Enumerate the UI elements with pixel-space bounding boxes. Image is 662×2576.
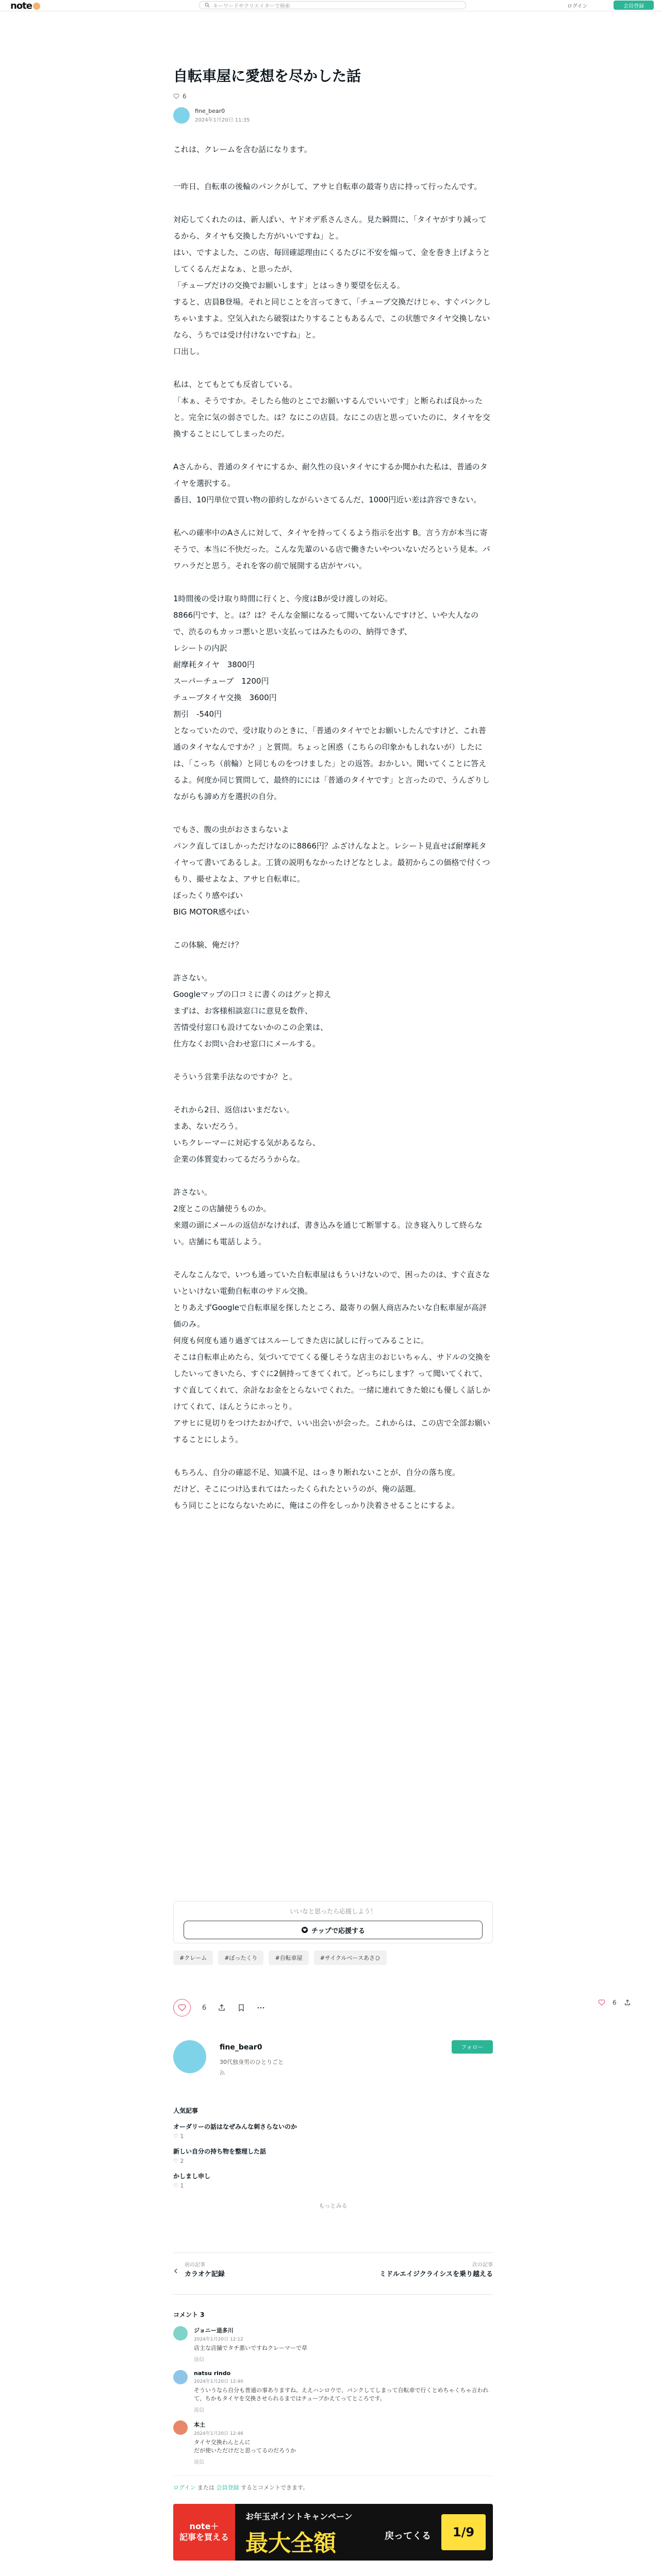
top-header [0, 0, 662, 11]
prev-title: カラオケ記録 [185, 2270, 225, 2278]
paragraph: でもさ、腹の虫がおさまらないよ パンク直してほしかっただけなのに8866円？ふざけんなよと。レシート見直せば耐摩耗タイヤって書いてあるしよ。工賃の説明もなかったけどなとしよ。最初からこの価格で付くつもり、撮せよなよ、アサヒ自転車に。 ぼったくり感やばい BIG MOTOR感やばい [173, 825, 490, 917]
comments-section [173, 2310, 493, 2492]
comment [173, 2420, 493, 2465]
popular-title: オーダリーの話はなぜみんな刺さらないのか [173, 2123, 297, 2130]
comment-author[interactable]: natsu rindo [194, 2369, 231, 2377]
banner-big-text: 最大全額 [245, 2530, 336, 2556]
support-box [173, 1901, 493, 1943]
tag[interactable]: #ぼったくり [218, 1951, 263, 1965]
like-count: 6 [202, 2004, 207, 2012]
paragraph: 対応してくれたのは、新人ぽい、ヤドオデ系さんさん。見た瞬間に、「タイヤがすり減ってるから、タイヤも交換した方がいいですね」と。 はい、ですよした、この店、毎回確認理由にくるたびに不安を煽って、金を巻き上げようとしてくるんだよなぁ、と思ったが、 「チューブだけの交換でお願いします」とはっきり要望を伝える。 すると、店員B登場。それと同じことを言ってきて、「チューブ交換だけじゃ、すぐパンクしちゃいますよ。空気入れたら破裂はたりすることもあるんで、この状態でタイヤ交換しないなら、うちでは受け付けないですね」と。 口出し。 [173, 215, 491, 357]
comment-date: 2024年1月20日 12:12 [194, 2337, 243, 2342]
comment [173, 2326, 493, 2363]
action-row [173, 1999, 493, 2016]
note-logo[interactable]: note [10, 1, 40, 11]
rss-glyph-icon [220, 2070, 225, 2075]
comments-heading: コメント 3 [173, 2311, 205, 2318]
avatar[interactable] [173, 107, 190, 124]
paragraph: もちろん、自分の確認不足、知識不足、はっきり断れないことが、自分の落ち度。 だけど、そこにつけ込まれてはたったくられたというのが、俺の話題。 もう同じことにならないために、俺はこの件をしっかり決着させることにするよ。 [173, 1468, 460, 1511]
search-icon [205, 3, 210, 8]
reply-button[interactable]: 返信 [194, 2459, 204, 2465]
heart-icon[interactable] [173, 93, 179, 99]
paragraph: 一昨日、自転車の後輪のパンクがして、アサヒ自転車の最寄り店に持って行ったんです。 [173, 182, 482, 192]
more-link[interactable]: もっとみる [319, 2202, 347, 2209]
paragraph: 私への確率中のAさんに対して、タイヤを持ってくるよう指示を出す B。言う方が本当に寄そうで、本当に不快だった。こんな先輩のいる店で働きたいやついないだろという見本。パワハラだと思う。それを客の前で展開する店がヤバい。 [173, 528, 490, 571]
paragraph: 私は、とてもとても反省している。 「本ぁ、そうですか。そしたら他のとこでお願いするんでいいです」と断られば良かったと。完全に気の弱さでした。は？なにこの店員。なにこの店と思っていたのに、タイヤを交換することにしてしまったのだ。 [173, 380, 490, 439]
popular-articles [173, 2106, 493, 2210]
support-label: いいなと思ったら応援しよう！ [289, 1908, 376, 1915]
heart-icon [178, 2004, 186, 2012]
popular-title: 新しい自分の持ち物を整理した話 [173, 2148, 267, 2155]
popular-likes: ♡ 2 [173, 2158, 184, 2164]
tag-list [173, 1951, 387, 1965]
login-link[interactable]: ログイン [173, 2484, 196, 2491]
popular-heading: 人気記事 [173, 2107, 198, 2114]
paragraph: 許さない。 Googleマップの口コミに書くのはグッと抑え まずは、お客様相談窓口に意見を数件、 苦情受付窓口も設けてないかのこの企業は、 仕方なくお問い合わせ窓口にメールする。 [173, 973, 332, 1049]
tag[interactable]: #自転車屋 [269, 1951, 308, 1965]
paragraph: これは、クレームを含む話になります。 [173, 145, 312, 155]
publish-date: 2024年1月20日 11:35 [195, 117, 250, 124]
logo-face-icon [33, 3, 40, 10]
comment-text: そういうなら自分も普通の事ありますね。ええハンロウで、パンクしてしまって自転車で行くとめちゃくちゃ言われて、ちかもタイヤを交換させられるまではチューブかえてってところです。 [194, 2386, 489, 2402]
like-summary [173, 93, 493, 100]
campaign-banner[interactable] [173, 2504, 493, 2561]
comment-author[interactable]: 本土 [194, 2421, 205, 2428]
creator-bio: 30代独身男のひとりごと [220, 2059, 284, 2065]
comment-date: 2024年1月20日 12:46 [194, 2431, 243, 2436]
prev-label: 前の記事 [185, 2262, 205, 2268]
rss-icon[interactable] [220, 2070, 225, 2077]
comment-text: 店主な店舗でタチ悪いですねクレーマーで草 [194, 2345, 307, 2351]
tag[interactable]: #サイクルベースあさひ [314, 1951, 387, 1965]
login-mid-text: または [197, 2484, 214, 2491]
article [173, 67, 493, 1530]
tag[interactable]: #クレーム [173, 1951, 213, 1965]
signup-link[interactable]: 会員登録 [216, 2484, 239, 2491]
paragraph: この体験、俺だけ？ [173, 940, 243, 950]
avatar[interactable] [173, 2420, 188, 2435]
more-icon[interactable] [257, 2004, 265, 2012]
paragraph: 1時間後の受け取り時間に行くと、今度はBが受け渡しの対応。 8866円です、と。は？は？そんな金額になるって聞いてないんですけど、いや大人なので、渋るのもカッコ悪いと思い支払ってはみたものの、納得できず、 レシートの内訳 耐摩耗タイヤ 3800円 スーパーチューブ 1200円 チューブタイヤ交換 3600円 割引 -540円 となっていたので、受け取りのときに、「普通のタイヤでとお願いしたんですけど、これ普通のタイヤなんですか？」と質問。ちょっと困惑（こちらの印象かもしれないが）したには、「こっち（前輪）と同じものをつけました」との返答。おかしい。聞いてくことに答えるよ。何度か同じ質問して、最終的にには「普通のタイヤです」と言ったので、うんざりしながらも諦め方を選択の自分。 [173, 594, 490, 802]
like-count: 6 [183, 93, 187, 100]
comment-text: タイヤ交換わんとんに だが使いただけだと思ってるのだろうか [194, 2438, 296, 2454]
reply-button[interactable]: 返信 [194, 2407, 204, 2413]
paragraph: そんなこんなで、いつも通っていた自転車屋はもういけないので、困ったのは、すぐ直さないといけない電動自転車のサドル交換。 とりあえずGoogleで自転車屋を探したところ、最寄りの個人商店みたいな自転車屋が高評価のみ。 何度も何度も通り過ぎてはスルーしてきた店に試しに行ってみることに。 そこは自転車止めたら、気づいてでてくる優しそうな店主のおじいちゃん、サドルの交換をしたいってきいたら、すぐに2個持ってきてくれて。どっちにします？って聞いてくれて、すぐ直してくれて、余計なお金をとらないでくれた。一緒に連れてきた娘にも優しく話しかけてくれて、ほんとうにホっとり。 アサヒに見切りをつけたおかげで、いい出会いが会った。これからは、この店で全部お願いすることにしよう。 [173, 1270, 491, 1445]
like-button[interactable] [173, 1999, 191, 2016]
heart-icon[interactable] [598, 1999, 605, 2006]
list-item[interactable] [173, 2172, 493, 2189]
reply-button[interactable]: 返信 [194, 2357, 204, 2363]
side-like-count: 6 [613, 1999, 617, 2006]
article-title: 自転車屋に愛想を尽かした話 [173, 67, 361, 84]
login-suffix-text: するとコメントできます。 [240, 2484, 309, 2491]
author-name[interactable]: fine_bear0 [195, 108, 225, 115]
search-placeholder: キーワードやクリエイターで検索 [213, 3, 290, 9]
comment-date: 2024年1月20日 12:40 [194, 2379, 243, 2384]
article-navigation [173, 2252, 493, 2295]
article-body [173, 141, 493, 1514]
next-title: ミドルエイジクライシスを乗り越える [379, 2270, 493, 2278]
avatar[interactable] [173, 2370, 188, 2384]
login-button[interactable]: ログイン [567, 4, 588, 9]
side-actions [598, 1999, 631, 2006]
chevron-left-icon [173, 2268, 178, 2274]
share-icon[interactable] [218, 2004, 226, 2012]
popular-title: かしまし申し [173, 2173, 211, 2180]
paragraph: それから2日、返信はいまだない。 まあ、ないだろう。 いちクレーマーに対応する気があるなら、 企業の体質変わってるだろうからな。 [173, 1105, 321, 1164]
bookmark-icon[interactable] [237, 2004, 245, 2012]
banner-mid-text: 戻ってくる [385, 2531, 431, 2541]
follow-button[interactable]: フォロー [452, 2040, 493, 2054]
popular-likes: ♡ 1 [173, 2182, 184, 2189]
tip-button-label: チップで応援する [311, 1927, 365, 1935]
banner-date: 1/9 [441, 2514, 486, 2550]
banner-top-text: お年玉ポイントキャンペーン [245, 2512, 353, 2521]
tip-button[interactable] [184, 1921, 483, 1939]
paragraph: そういう営業手法なのですか？と。 [173, 1072, 297, 1082]
banner-left-text: note＋ 記事を買える [173, 2504, 235, 2561]
tip-icon [301, 1926, 308, 1934]
comment [173, 2370, 493, 2413]
share-icon[interactable] [624, 1999, 631, 2006]
list-item[interactable] [173, 2122, 493, 2140]
list-item[interactable] [173, 2147, 493, 2164]
author-info [173, 107, 493, 124]
next-label: 次の記事 [472, 2262, 493, 2268]
paragraph: Aさんから、普通のタイヤにするか、耐久性の良いタイヤにするか聞かれた私は、普通のタイヤを選択する。 番目、10円単位で買い物の節約しながらいさてるんだ、1000円近い差は許容できない。 [173, 462, 488, 505]
next-article-link[interactable] [333, 2260, 493, 2279]
login-to-comment [173, 2476, 493, 2492]
avatar[interactable] [173, 2326, 188, 2341]
signup-button[interactable]: 会員登録 [614, 1, 654, 10]
popular-likes: ♡ 1 [173, 2133, 184, 2140]
paragraph: 許さない。 2度とこの店舗使うものか。 来週の頭にメールの返信がなければ、書き込みを通じて断罪する。泣き寝入りして終らない。店舗にも電話しよう。 [173, 1188, 483, 1247]
search-input[interactable] [199, 1, 466, 9]
avatar[interactable] [173, 2040, 206, 2073]
creator-name[interactable]: fine_bear0 [220, 2043, 262, 2052]
prev-article-link[interactable] [173, 2260, 328, 2279]
comment-author[interactable]: ジョニー退多川 [194, 2327, 234, 2334]
